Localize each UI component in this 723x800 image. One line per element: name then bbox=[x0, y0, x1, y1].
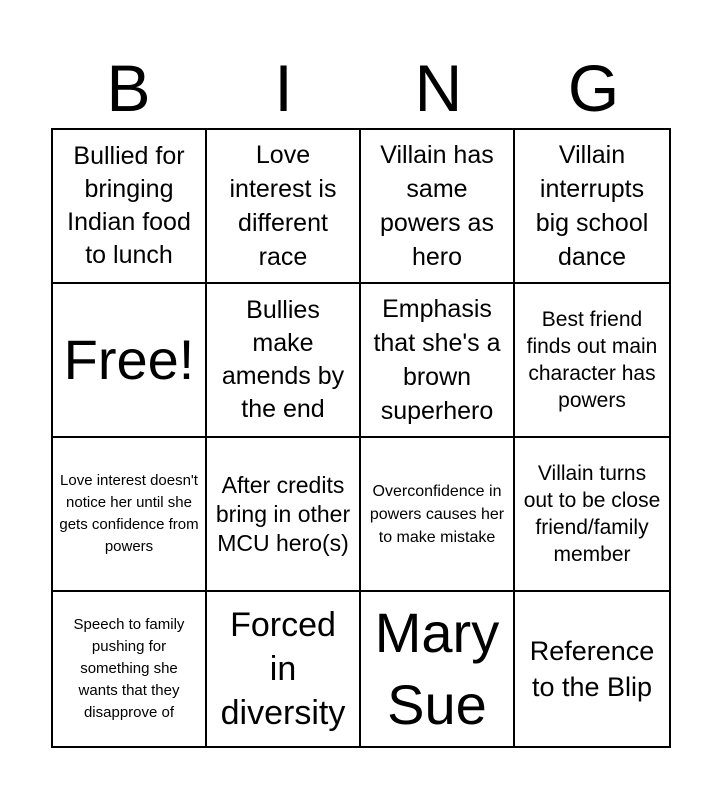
header-letter-i: I bbox=[274, 51, 293, 125]
cell-text: Love interest is different race bbox=[229, 141, 337, 271]
cell-text: Emphasis that she's a brown superhero bbox=[373, 295, 501, 425]
header-letter-n: N bbox=[414, 51, 463, 125]
header-letter-b: B bbox=[106, 51, 151, 125]
cell-text: Overconfidence in powers causes her to make mistake bbox=[369, 482, 505, 546]
bingo-cell[interactable] bbox=[361, 284, 515, 438]
cell-text: Villain turns out to be close friend/family member bbox=[523, 462, 661, 566]
bingo-cell[interactable] bbox=[515, 592, 669, 746]
cell-text: Villain interrupts big school dance bbox=[535, 141, 649, 271]
bingo-cell[interactable] bbox=[515, 284, 669, 438]
bingo-cell[interactable] bbox=[53, 438, 207, 592]
cell-text: Reference to the Blip bbox=[529, 636, 655, 702]
bingo-cell[interactable] bbox=[207, 284, 361, 438]
bingo-cell[interactable] bbox=[361, 130, 515, 284]
bingo-cell[interactable] bbox=[361, 592, 515, 746]
cell-text: After credits bring in other MCU hero(s) bbox=[215, 471, 351, 556]
cell-text: Bullies make amends by the end bbox=[221, 296, 345, 423]
cell-text: Bullied for bringing Indian food to lunch bbox=[67, 142, 191, 269]
bingo-cell[interactable] bbox=[515, 438, 669, 592]
bingo-header bbox=[51, 48, 671, 128]
cell-text: Best friend finds out main character has powers bbox=[526, 308, 658, 412]
bingo-free-cell[interactable] bbox=[53, 284, 207, 438]
cell-text: Speech to family pushing for something she wants that they disapprove of bbox=[73, 616, 185, 721]
cell-text: Villain has same powers as hero bbox=[380, 141, 494, 271]
bingo-cell[interactable] bbox=[515, 130, 669, 284]
cell-text: Forced in diversity bbox=[220, 606, 346, 732]
bingo-board bbox=[51, 128, 671, 748]
bingo-cell[interactable] bbox=[207, 130, 361, 284]
header-letter-g: G bbox=[567, 51, 620, 125]
cell-text: Mary Sue bbox=[374, 601, 500, 736]
cell-text: Free! bbox=[63, 328, 195, 391]
cell-text: Love interest doesn't notice her until she gets confidence from powers bbox=[59, 472, 199, 555]
bingo-cell[interactable] bbox=[53, 130, 207, 284]
bingo-cell[interactable] bbox=[53, 592, 207, 746]
bingo-cell[interactable] bbox=[207, 592, 361, 746]
bingo-cell[interactable] bbox=[361, 438, 515, 592]
bingo-cell[interactable] bbox=[207, 438, 361, 592]
